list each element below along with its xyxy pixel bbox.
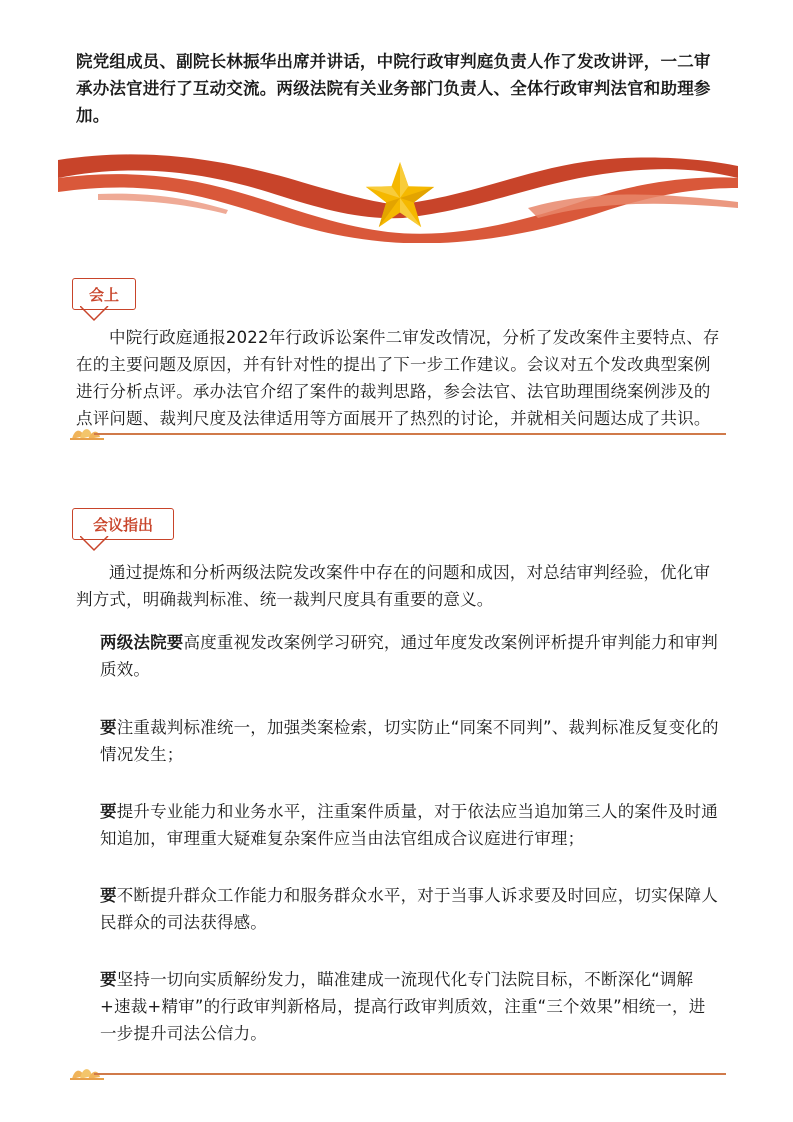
section-divider [70,1064,726,1080]
point-item: 两级法院要高度重视发改案例学习研究，通过年度发改案例评析提升审判能力和审判质效。 [100,633,718,679]
divider-line [94,433,726,435]
point-item: 要提升专业能力和业务水平，注重案件质量，对于依法应当追加第三人的案件及时通知追加，审理重大疑难复杂案件应当由法官组成合议庭进行审理； [100,802,718,848]
section2-paragraph: 通过提炼和分析两级法院发改案件中存在的问题和成因，对总结审判经验，优化审判方式，明确裁判标准、统一裁判尺度具有重要的意义。 [76,563,711,609]
ribbon-star-banner-icon [58,148,738,243]
section-tag-label: 会议指出 [92,515,153,534]
tag-tail-icon [80,306,110,322]
section1-paragraph: 中院行政庭通报2022年行政诉讼案件二审发改情况，分析了发改案件主要特点、存在的主要问题及原因，并有针对性的提出了下一步工作建议。会议对五个发改典型案例进行分析点评。承办法官介绍了案件的裁判思路，参会法官、法官助理围绕案例涉及的点评问题、裁判尺度及法律适用等方面展开了热烈的讨论，并就相关问题达成了共识。 [76,328,720,428]
flower-icon [70,424,104,440]
section-tag-label: 会上 [88,285,119,304]
tag-tail-icon [80,536,110,552]
flower-icon [70,1064,104,1080]
point-item: 要不断提升群众工作能力和服务群众水平，对于当事人诉求要及时回应，切实保障人民群众的司法获得感。 [100,886,718,932]
point-item: 要注重裁判标准统一，加强类案检索，切实防止“同案不同判”、裁判标准反复变化的情况发生； [100,718,719,764]
intro-paragraph: 院党组成员、副院长林振华出席并讲话，中院行政审判庭负责人作了发改讲评，一二审承办法官进行了互动交流。两级法院有关业务部门负责人、全体行政审判法官和助理参加。 [76,52,711,125]
section-divider [70,424,726,440]
divider-line [94,1073,726,1075]
point-item: 要坚持一切向实质解纷发力，瞄准建成一流现代化专门法院目标，不断深化“调解+速裁+精审”的行政审判新格局，提高行政审判质效，注重“三个效果”相统一，进一步提升司法公信力。 [100,970,706,1043]
